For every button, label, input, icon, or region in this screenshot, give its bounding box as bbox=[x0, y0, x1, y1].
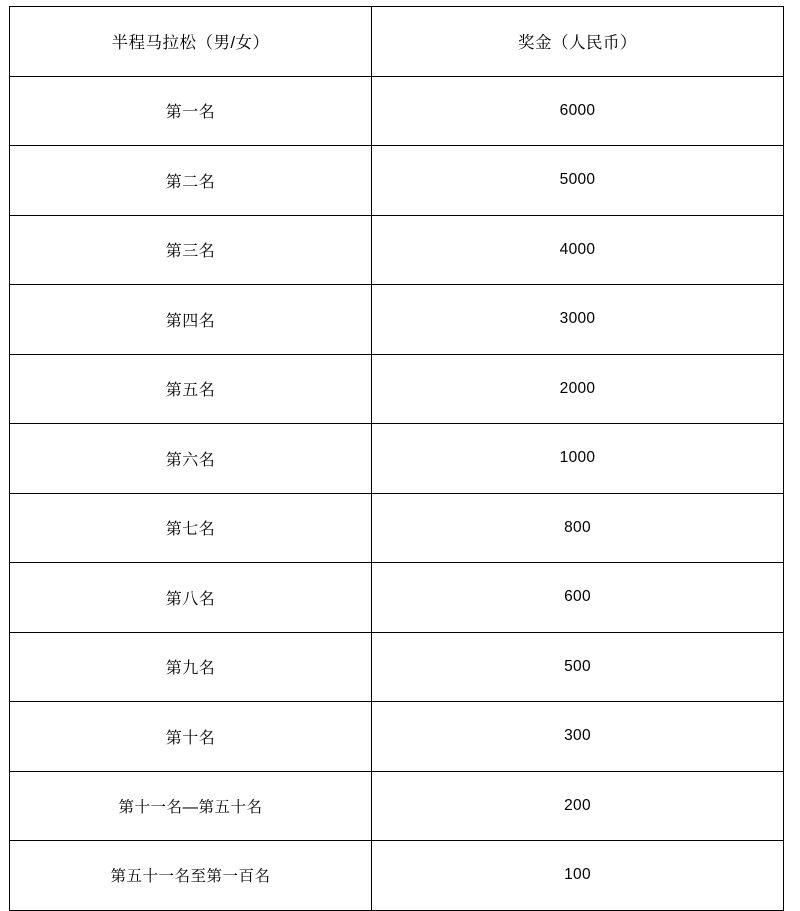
rank-label: 第十名 bbox=[10, 702, 372, 772]
rank-label: 第四名 bbox=[10, 285, 372, 355]
table-row bbox=[10, 285, 784, 355]
prize-amount: 3000 bbox=[372, 285, 784, 355]
table-row bbox=[10, 146, 784, 216]
prize-amount: 6000 bbox=[372, 76, 784, 146]
table-row bbox=[10, 632, 784, 702]
table-row bbox=[10, 215, 784, 285]
rank-label: 第十一名—第五十名 bbox=[10, 771, 372, 841]
table-header-row bbox=[10, 7, 784, 77]
table-row bbox=[10, 771, 784, 841]
rank-label: 第六名 bbox=[10, 424, 372, 494]
table-row bbox=[10, 76, 784, 146]
table-row bbox=[10, 493, 784, 563]
table-row bbox=[10, 702, 784, 772]
table-row bbox=[10, 354, 784, 424]
rank-label: 第一名 bbox=[10, 76, 372, 146]
prize-amount: 600 bbox=[372, 563, 784, 633]
prize-amount: 200 bbox=[372, 771, 784, 841]
rank-label: 第八名 bbox=[10, 563, 372, 633]
rank-label: 第五名 bbox=[10, 354, 372, 424]
rank-label: 第三名 bbox=[10, 215, 372, 285]
prize-amount: 4000 bbox=[372, 215, 784, 285]
column-header-event: 半程马拉松（男/女） bbox=[10, 7, 372, 77]
column-header-prize: 奖金（人民币） bbox=[372, 7, 784, 77]
prize-amount: 5000 bbox=[372, 146, 784, 216]
table-row bbox=[10, 424, 784, 494]
rank-label: 第五十一名至第一百名 bbox=[10, 841, 372, 911]
prize-amount: 2000 bbox=[372, 354, 784, 424]
prize-money-table bbox=[9, 6, 784, 911]
prize-amount: 1000 bbox=[372, 424, 784, 494]
prize-amount: 100 bbox=[372, 841, 784, 911]
table-row bbox=[10, 841, 784, 911]
rank-label: 第七名 bbox=[10, 493, 372, 563]
rank-label: 第九名 bbox=[10, 632, 372, 702]
prize-amount: 500 bbox=[372, 632, 784, 702]
rank-label: 第二名 bbox=[10, 146, 372, 216]
prize-amount: 800 bbox=[372, 493, 784, 563]
table-row bbox=[10, 563, 784, 633]
prize-amount: 300 bbox=[372, 702, 784, 772]
